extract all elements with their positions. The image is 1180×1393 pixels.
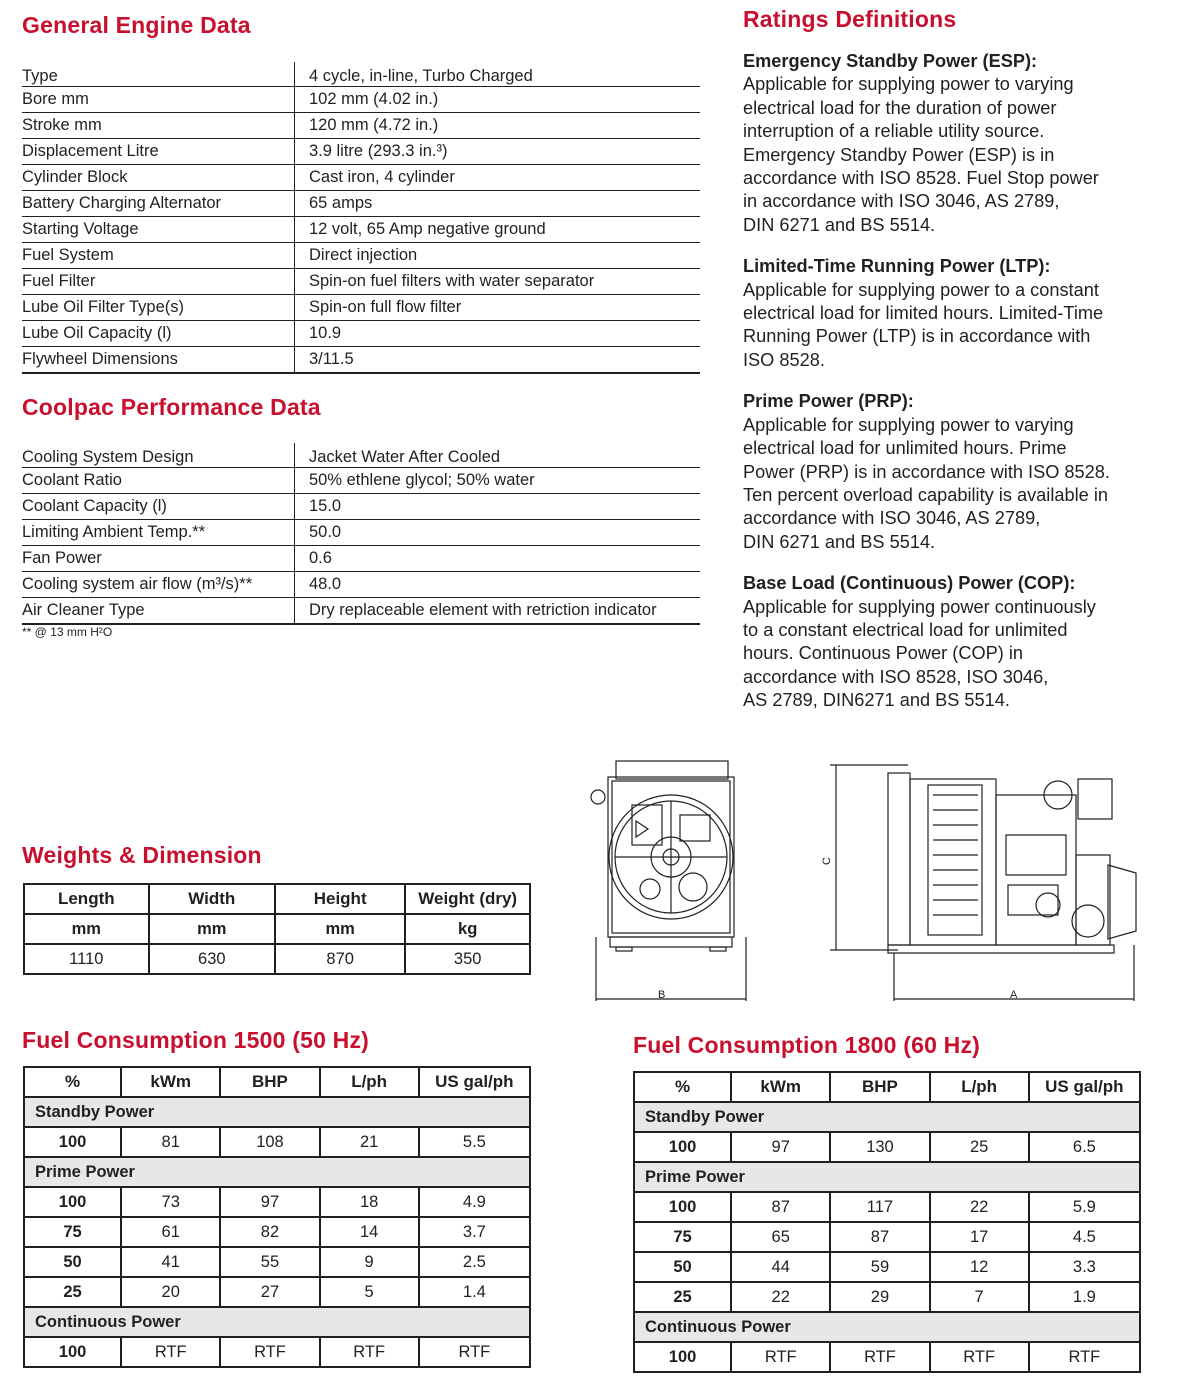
fuel-value-cell: 108 xyxy=(220,1127,319,1157)
spec-label: Fuel Filter xyxy=(22,272,96,290)
fuel-header-cell: kWm xyxy=(731,1072,830,1102)
fuel-percent-cell: 100 xyxy=(24,1337,121,1367)
spec-label: Air Cleaner Type xyxy=(22,601,145,619)
spec-value: Jacket Water After Cooled xyxy=(294,443,700,467)
fuel60-section-title: Fuel Consumption 1800 (60 Hz) xyxy=(633,1032,981,1058)
fuel-value-cell: 29 xyxy=(830,1282,929,1312)
rating-heading: Base Load (Continuous) Power (COP): xyxy=(743,573,1076,594)
fuel-header-cell: BHP xyxy=(220,1067,319,1097)
spec-label: Limiting Ambient Temp.** xyxy=(22,523,206,541)
fuel-value-cell: 87 xyxy=(731,1192,830,1222)
fuel-value-cell: 2.5 xyxy=(419,1247,530,1277)
fuel60-table xyxy=(633,1071,1141,1373)
fuel-section-label: Continuous Power xyxy=(24,1307,530,1337)
spec-value: Dry replaceable element with retriction indicator xyxy=(294,598,700,623)
fuel-data-row xyxy=(24,1127,530,1157)
rating-text-line: accordance with ISO 8528, ISO 3046, xyxy=(743,666,1049,687)
spec-label: Bore mm xyxy=(22,90,89,108)
fuel-value-cell: 97 xyxy=(731,1132,830,1162)
fuel-data-row xyxy=(634,1342,1140,1372)
weights-cell: 350 xyxy=(405,944,530,974)
fuel-value-cell: 1.4 xyxy=(419,1277,530,1307)
weights-cell: Weight (dry) xyxy=(405,884,530,914)
spec-row xyxy=(22,443,700,468)
weights-cell: 870 xyxy=(275,944,405,974)
fuel-value-cell: 5.9 xyxy=(1029,1192,1140,1222)
spec-label: Starting Voltage xyxy=(22,220,139,238)
fuel-value-cell: 81 xyxy=(121,1127,220,1157)
fuel-header-row xyxy=(24,1067,530,1097)
ratings-definitions xyxy=(743,50,1163,731)
fuel-value-cell: 61 xyxy=(121,1217,220,1247)
engine-side-view xyxy=(830,765,1136,1001)
engine-drawing xyxy=(588,755,1148,1005)
spec-value: 15.0 xyxy=(294,494,700,519)
spec-value: Spin-on fuel filters with water separator xyxy=(294,269,700,294)
spec-value: 50% ethlene glycol; 50% water xyxy=(294,468,700,493)
fuel-value-cell: 130 xyxy=(830,1132,929,1162)
fuel-percent-cell: 100 xyxy=(24,1127,121,1157)
fuel-value-cell: 12 xyxy=(930,1252,1029,1282)
coolpac-footnote: ** @ 13 mm H²O xyxy=(22,625,113,639)
fuel-value-cell: 87 xyxy=(830,1222,929,1252)
fuel-section-row xyxy=(634,1102,1140,1132)
fuel-percent-cell: 100 xyxy=(634,1132,731,1162)
fuel-data-row xyxy=(634,1132,1140,1162)
fuel-value-cell: 3.7 xyxy=(419,1217,530,1247)
weights-cell: Width xyxy=(149,884,275,914)
rating-text-line: Ten percent overload capability is available in xyxy=(743,484,1108,505)
spec-row xyxy=(22,546,700,572)
fuel-value-cell: 44 xyxy=(731,1252,830,1282)
fuel-data-row xyxy=(634,1192,1140,1222)
fuel-value-cell: 7 xyxy=(930,1282,1029,1312)
fuel-percent-cell: 100 xyxy=(634,1342,731,1372)
fuel-value-cell: 97 xyxy=(220,1187,319,1217)
fuel-data-row xyxy=(634,1252,1140,1282)
dimension-label-a: A xyxy=(1010,989,1018,1001)
fuel-value-cell: 1.9 xyxy=(1029,1282,1140,1312)
spec-row xyxy=(22,468,700,494)
fuel-value-cell: 22 xyxy=(930,1192,1029,1222)
fuel-value-cell: 25 xyxy=(930,1132,1029,1162)
fuel-value-cell: 17 xyxy=(930,1222,1029,1252)
weights-cell: 630 xyxy=(149,944,275,974)
fuel-data-row xyxy=(634,1282,1140,1312)
rating-heading: Emergency Standby Power (ESP): xyxy=(743,51,1038,71)
spec-row xyxy=(22,62,700,87)
rating-text-line: accordance with ISO 3046, AS 2789, xyxy=(743,508,1041,529)
rating-text-line: accordance with ISO 8528. Fuel Stop power xyxy=(743,168,1099,189)
fuel-value-cell: 65 xyxy=(731,1222,830,1252)
fuel-value-cell: 6.5 xyxy=(1029,1132,1140,1162)
fuel-value-cell: RTF xyxy=(419,1337,530,1367)
spec-value: Cast iron, 4 cylinder xyxy=(294,165,700,190)
spec-label: Cooling System Design xyxy=(22,448,194,466)
fuel-value-cell: 73 xyxy=(121,1187,220,1217)
rating-text-line: ISO 8528. xyxy=(743,349,825,370)
weights-cell: Length xyxy=(24,884,149,914)
rating-block xyxy=(743,255,1163,372)
fuel-percent-cell: 100 xyxy=(24,1187,121,1217)
weights-cell: mm xyxy=(149,914,275,944)
fuel-section-label: Prime Power xyxy=(24,1157,530,1187)
fuel-section-row xyxy=(24,1157,530,1187)
fuel-value-cell: 18 xyxy=(320,1187,419,1217)
fuel-value-cell: 59 xyxy=(830,1252,929,1282)
weights-cell: 1110 xyxy=(24,944,149,974)
spec-row xyxy=(22,295,700,321)
fuel-value-cell: 27 xyxy=(220,1277,319,1307)
fuel-value-cell: 82 xyxy=(220,1217,319,1247)
rating-text-line: Emergency Standby Power (ESP) is in xyxy=(743,144,1055,165)
fuel-section-label: Standby Power xyxy=(24,1097,530,1127)
fuel-header-cell: kWm xyxy=(121,1067,220,1097)
fuel-data-row xyxy=(24,1277,530,1307)
fuel-value-cell: 55 xyxy=(220,1247,319,1277)
fuel-percent-cell: 25 xyxy=(24,1277,121,1307)
weights-table xyxy=(23,883,531,975)
rating-text-line: Applicable for supplying power to varying xyxy=(743,414,1074,435)
fuel-value-cell: RTF xyxy=(1029,1342,1140,1372)
fuel-header-row xyxy=(634,1072,1140,1102)
rating-text-line: Power (PRP) is in accordance with ISO 8528. xyxy=(743,461,1110,482)
fuel-header-cell: US gal/ph xyxy=(1029,1072,1140,1102)
engine-front-view xyxy=(591,761,746,1001)
spec-row xyxy=(22,520,700,546)
rating-text-line: to a constant electrical load for unlimited xyxy=(743,619,1068,640)
fuel-data-row xyxy=(24,1337,530,1367)
fuel-header-cell: BHP xyxy=(830,1072,929,1102)
rating-text-line: in accordance with ISO 3046, AS 2789, xyxy=(743,191,1060,212)
weights-cell: mm xyxy=(275,914,405,944)
fuel-percent-cell: 100 xyxy=(634,1192,731,1222)
fuel-value-cell: 5.5 xyxy=(419,1127,530,1157)
fuel-section-row xyxy=(634,1162,1140,1192)
spec-label: Cylinder Block xyxy=(22,168,128,186)
spec-value: 120 mm (4.72 in.) xyxy=(294,113,700,138)
spec-value: 65 amps xyxy=(294,191,700,216)
fuel-value-cell: 3.3 xyxy=(1029,1252,1140,1282)
spec-row xyxy=(22,572,700,598)
spec-row xyxy=(22,269,700,295)
fuel-value-cell: 9 xyxy=(320,1247,419,1277)
spec-value: 12 volt, 65 Amp negative ground xyxy=(294,217,700,242)
weights-section-title: Weights & Dimension xyxy=(22,842,262,868)
rating-text-line: DIN 6271 and BS 5514. xyxy=(743,531,936,552)
fuel-value-cell: 117 xyxy=(830,1192,929,1222)
weights-value-row xyxy=(24,944,530,974)
spec-row xyxy=(22,243,700,269)
spec-label: Fan Power xyxy=(22,549,102,567)
fuel-section-label: Continuous Power xyxy=(634,1312,1140,1342)
engine-section-title: General Engine Data xyxy=(22,12,251,38)
rating-text-line: electrical load for unlimited hours. Prime xyxy=(743,438,1067,459)
rating-heading: Prime Power (PRP): xyxy=(743,391,914,412)
rating-heading: Limited-Time Running Power (LTP): xyxy=(743,256,1051,277)
spec-label: Fuel System xyxy=(22,246,114,264)
spec-label: Stroke mm xyxy=(22,116,102,134)
spec-value: Direct injection xyxy=(294,243,700,268)
spec-row xyxy=(22,139,700,165)
dimension-label-b: B xyxy=(658,989,666,1001)
weights-cell: kg xyxy=(405,914,530,944)
spec-label: Coolant Capacity (l) xyxy=(22,497,167,515)
fuel-value-cell: RTF xyxy=(930,1342,1029,1372)
fuel-header-cell: L/ph xyxy=(320,1067,419,1097)
rating-text-line: AS 2789, DIN6271 and BS 5514. xyxy=(743,690,1010,711)
fuel-header-cell: % xyxy=(24,1067,121,1097)
rating-text-line: interruption of a reliable utility source. xyxy=(743,121,1045,142)
spec-label: Battery Charging Alternator xyxy=(22,194,222,212)
fuel50-section-title: Fuel Consumption 1500 (50 Hz) xyxy=(22,1027,370,1053)
fuel-value-cell: 21 xyxy=(320,1127,419,1157)
fuel-header-cell: US gal/ph xyxy=(419,1067,530,1097)
spec-row xyxy=(22,347,700,374)
fuel-percent-cell: 25 xyxy=(634,1282,731,1312)
fuel-section-row xyxy=(634,1312,1140,1342)
fuel50-table xyxy=(23,1066,531,1368)
fuel-percent-cell: 50 xyxy=(24,1247,121,1277)
weights-unit-row xyxy=(24,914,530,944)
spec-row xyxy=(22,87,700,113)
fuel-section-row xyxy=(24,1307,530,1337)
spec-row xyxy=(22,113,700,139)
spec-row xyxy=(22,494,700,520)
spec-row xyxy=(22,217,700,243)
fuel-section-label: Prime Power xyxy=(634,1162,1140,1192)
rating-text-line: Running Power (LTP) is in accordance with xyxy=(743,326,1091,347)
fuel-value-cell: RTF xyxy=(320,1337,419,1367)
spec-row xyxy=(22,165,700,191)
spec-value: 3.9 litre (293.3 in.³) xyxy=(294,139,700,164)
rating-text-line: Applicable for supplying power to varying xyxy=(743,74,1074,95)
fuel-data-row xyxy=(24,1247,530,1277)
fuel-value-cell: 5 xyxy=(320,1277,419,1307)
rating-block xyxy=(743,390,1163,554)
weights-cell: Height xyxy=(275,884,405,914)
spec-label: Coolant Ratio xyxy=(22,471,122,489)
spec-row xyxy=(22,598,700,625)
rating-text-line: Applicable for supplying power to a constant xyxy=(743,279,1099,300)
engine-spec-table xyxy=(22,62,700,374)
fuel-data-row xyxy=(24,1217,530,1247)
spec-value: 102 mm (4.02 in.) xyxy=(294,87,700,112)
fuel-percent-cell: 75 xyxy=(24,1217,121,1247)
rating-text-line: hours. Continuous Power (COP) in xyxy=(743,643,1024,664)
fuel-header-cell: % xyxy=(634,1072,731,1102)
fuel-data-row xyxy=(634,1222,1140,1252)
spec-value: 50.0 xyxy=(294,520,700,545)
fuel-data-row xyxy=(24,1187,530,1217)
fuel-percent-cell: 75 xyxy=(634,1222,731,1252)
fuel-header-cell: L/ph xyxy=(930,1072,1029,1102)
dimension-label-c: C xyxy=(821,857,833,865)
weights-cell: mm xyxy=(24,914,149,944)
fuel-section-label: Standby Power xyxy=(634,1102,1140,1132)
spec-row xyxy=(22,191,700,217)
fuel-value-cell: RTF xyxy=(220,1337,319,1367)
spec-label: Type xyxy=(22,67,58,85)
spec-value: Spin-on full flow filter xyxy=(294,295,700,320)
fuel-value-cell: 4.5 xyxy=(1029,1222,1140,1252)
rating-text-line: electrical load for the duration of power xyxy=(743,97,1057,118)
rating-text-line: DIN 6271 and BS 5514. xyxy=(743,214,936,235)
weights-header-row xyxy=(24,884,530,914)
rating-text-line: Applicable for supplying power continuously xyxy=(743,596,1096,617)
ratings-section-title: Ratings Definitions xyxy=(743,6,957,32)
spec-label: Displacement Litre xyxy=(22,142,159,160)
fuel-value-cell: 22 xyxy=(731,1282,830,1312)
spec-label: Flywheel Dimensions xyxy=(22,350,178,368)
spec-value: 3/11.5 xyxy=(294,347,700,372)
rating-block xyxy=(743,50,1163,237)
fuel-section-row xyxy=(24,1097,530,1127)
coolpac-spec-table xyxy=(22,443,700,625)
coolpac-section-title: Coolpac Performance Data xyxy=(22,394,321,420)
spec-value: 10.9 xyxy=(294,321,700,346)
spec-label: Lube Oil Capacity (l) xyxy=(22,324,172,342)
fuel-percent-cell: 50 xyxy=(634,1252,731,1282)
fuel-value-cell: 4.9 xyxy=(419,1187,530,1217)
fuel-value-cell: RTF xyxy=(121,1337,220,1367)
fuel-value-cell: RTF xyxy=(731,1342,830,1372)
fuel-value-cell: RTF xyxy=(830,1342,929,1372)
fuel-value-cell: 20 xyxy=(121,1277,220,1307)
fuel-value-cell: 41 xyxy=(121,1247,220,1277)
fuel-value-cell: 14 xyxy=(320,1217,419,1247)
rating-text-line: electrical load for limited hours. Limited-Time xyxy=(743,303,1104,324)
spec-value: 4 cycle, in-line, Turbo Charged xyxy=(294,62,700,86)
spec-label: Cooling system air flow (m³/s)** xyxy=(22,575,253,593)
spec-label: Lube Oil Filter Type(s) xyxy=(22,298,185,316)
spec-value: 0.6 xyxy=(294,546,700,571)
spec-value: 48.0 xyxy=(294,572,700,597)
spec-row xyxy=(22,321,700,347)
rating-block xyxy=(743,572,1163,712)
